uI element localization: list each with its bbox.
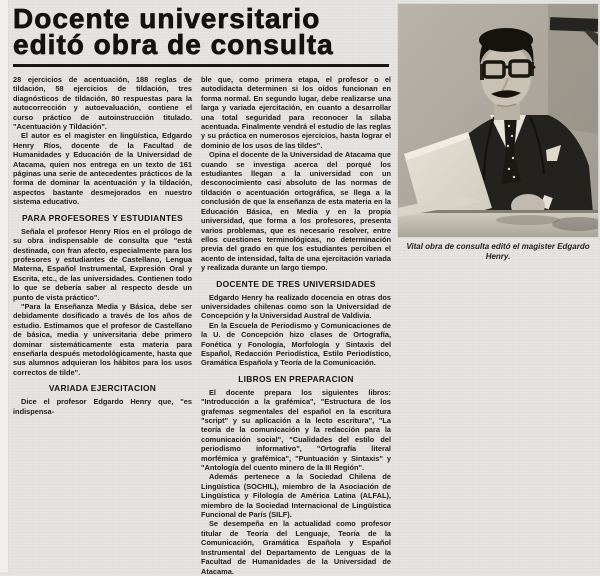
headline-rule	[13, 64, 389, 67]
paragraph: "Para la Enseñanza Media y Básica, debe ser debidamente dosificado a través de los años de estudio. Estimamos que el profesor de Castellano de básica, media y universitaria debe primero dominar sistemáticamente esta materia para enseñarla después metodológicamente, hasta que sus alumnos adquieran los hábitos para los usos correctos de tilde".	[13, 301, 192, 377]
paragraph: El docente prepara los siguientes libros: "Introducción a la grafémica", "Estructura de los grafemas segmentales del español en la escritura "script" y su aplicación a la lecto escritura", "La teoría de la comunicación y la redacción para la comunicación social", "Cualidades del estilo del periodismo informativo", "Ortografía literal morfémica y grafémica", "Puntuación y Sintaxis" y "Antología del cuento minero de la III Región".	[201, 387, 391, 473]
paragraph: El autor es el magister en lingüística, Edgardo Henry Ríos, docente de la Facultad de Humanidades y Educación de la Universidad de Atacama, quien nos entrega en un texto de 161 páginas una serie de antecedentes prácticos de la forma de dominar la acentuación y la tildación, aspectos bastante desmejorados en nuestro sistema educativo.	[13, 131, 192, 207]
newspaper-article	[13, 3, 391, 576]
photo-figure	[398, 4, 598, 262]
paragraph: ble que, como primera etapa, el profesor o el autodidacta determinen si los oídos funcionan en forma normal. En segundo lugar, debe realizarse una larga y variada ejercitación, en cuanto a desarrollar una total seguridad para reconocer la sílaba acentuada. Finalmente vendrá el estudio de las reglas y su práctica en numerosos ejercicios, hasta lograr el dominio de los usos de las tildes".	[201, 75, 391, 150]
headline-line-1: Docente universitario	[13, 3, 321, 34]
section-heading: DOCENTE DE TRES UNIVERSIDADES	[216, 278, 376, 289]
article-column-2	[201, 75, 391, 576]
paragraph: Edgardo Henry ha realizado docencia en otras dos universidades chilenas como son la Universidad de Concepción y la Universidad Austral de Valdivia.	[201, 292, 391, 321]
section-heading: PARA PROFESORES Y ESTUDIANTES	[21, 212, 184, 223]
paragraph: 28 ejercicios de acentuación, 188 reglas de tildación, 58 ejercicios de tildación, tres diagnósticos de tildación, 80 respuestas para la autocorrección y autoevaluación, contiene el curso práctico de autoinstrucción titulado. "Acentuación y Tildación".	[13, 75, 192, 132]
portrait-photo	[398, 4, 598, 237]
section-heading: LIBROS EN PREPARACION	[238, 373, 354, 384]
scan-paper-edge	[0, 0, 9, 572]
headline-line-2: editó obra de consulta	[13, 29, 334, 60]
glasses	[484, 61, 535, 77]
shelf-bar	[550, 17, 598, 32]
hair-top	[479, 28, 533, 52]
headline	[13, 3, 391, 60]
hand-reflection	[496, 215, 560, 225]
photo-caption: Vital obra de consulta editó el magister Edgardo Henry.	[406, 242, 590, 261]
article-column-1	[13, 75, 192, 576]
paragraph: Además pertenece a la Sociedad Chilena de Lingüística (SOCHIL), miembro de la Asociación de Lingüística y Filología de América Latina (ALFAL), miembro de la Sociedad Internacional de Lingüística Funcional de París (SILF).	[201, 472, 391, 520]
article-columns	[13, 75, 391, 576]
paragraph: En la Escuela de Periodismo y Comunicaciones de la U. de Concepción hizo clases de Ortografía, Fonética y Fonología, Morfología y Sintaxis del Español, Redacción Periodística, Estilo Periodístico, Gramática Española y Teoría de la Comunicación.	[201, 320, 391, 368]
paragraph: Se desempeña en la actualidad como profesor titular de Teoría del Lenguaje, Teoría de la Comunicación, Gramática Española y Español Instrumental del Departamento de Lenguas de la Facultad de Humanidades de la Universidad de Atacama.	[201, 519, 391, 576]
paragraph: Señala el profesor Henry Ríos en el prólogo de su obra indispensable de consulta que "está destinada, con fran afecto, especialmente para los profesores y estudiantes de Castellano, Lengua Materna, Español Instrumental, Expresión Oral y Escrita, etc., de las universidades. Contienen todo lo que se debería saber al respecto desde un punto de vista práctico".	[13, 226, 192, 302]
paragraph: Dice el profesor Edgardo Henry que, "es indispensa-	[13, 397, 192, 416]
paragraph: Opina el docente de la Universidad de Atacama que cuando se investiga acerca del porqué los estudiantes llegan a la universidad con un desconocimiento casi absoluto de las normas de tildación o acentuación ortográfica, se llega a la conclusión de que la enseñanza de esta materia en la Educación Básica, en Media y en la propia universidad, que forma a los profesores, presenta varios problemas, que es necesario resolver, entre ellos cuestiones terminológicas, no determinación previa del grado en que los estudiantes perciben el acento de intensidad, falta de una ejercitación variada y realizada durante un largo tiempo.	[201, 150, 391, 273]
section-heading: VARIADA EJERCITACION	[48, 383, 157, 394]
